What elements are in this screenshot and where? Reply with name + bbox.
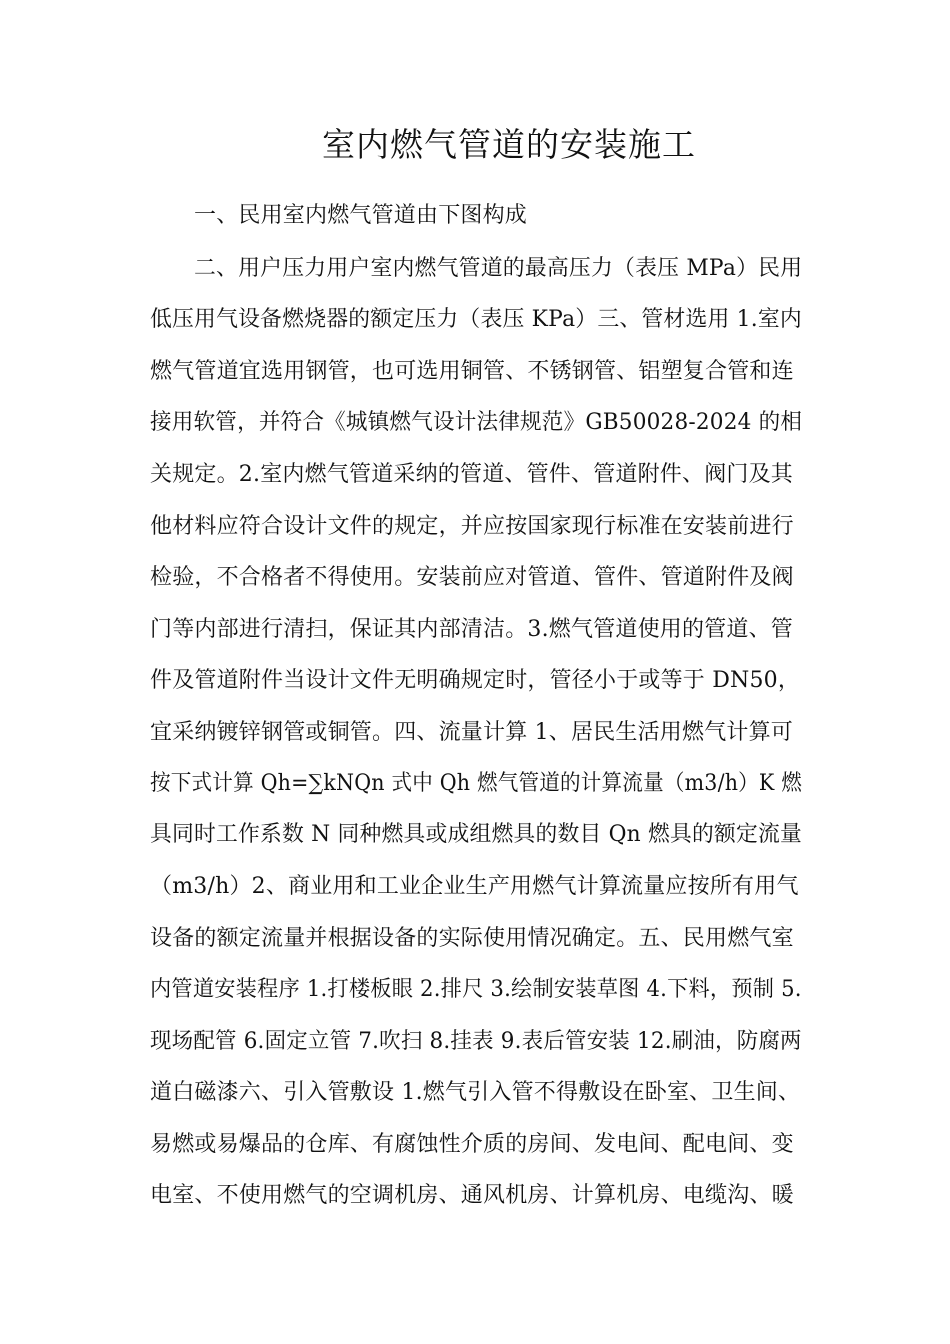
paragraph-line: 他材料应符合设计文件的规定，并应按国家现行标准在安装前进行	[150, 514, 794, 539]
paragraph-line: 低压用气设备燃烧器的额定压力（表压 KPa）三、管材选用 1.室内	[150, 307, 802, 332]
paragraph-line: 按下式计算 Qh=∑kNQn 式中 Qh 燃气管道的计算流量（m3/h）K 燃	[150, 771, 802, 796]
document-title: 室内燃气管道的安装施工	[322, 125, 696, 164]
paragraph-line: 燃气管道宜选用钢管，也可选用铜管、不锈钢管、铝塑复合管和连	[150, 359, 794, 384]
paragraph-line: 宜采纳镀锌钢管或铜管。四、流量计算 1、居民生活用燃气计算可	[150, 720, 793, 745]
paragraph-line: 易燃或易爆品的仓库、有腐蚀性介质的房间、发电间、配电间、变	[150, 1132, 794, 1157]
paragraph-line: 道白磁漆六、引入管敷设 1.燃气引入管不得敷设在卧室、卫生间、	[150, 1080, 801, 1105]
paragraph-line: 接用软管，并符合《城镇燃气设计法律规范》GB50028-2024 的相	[150, 410, 803, 435]
paragraph-line: 具同时工作系数 N 同种燃具或成组燃具的数目 Qn 燃具的额定流量	[150, 822, 803, 847]
paragraph-line: 一、民用室内燃气管道由下图构成	[194, 203, 528, 228]
paragraph-line: 件及管道附件当设计文件无明确规定时，管径小于或等于 DN50，	[150, 668, 801, 693]
paragraph-line: 检验，不合格者不得使用。安装前应对管道、管件、管道附件及阀	[150, 565, 794, 590]
paragraph-line: 关规定。2.室内燃气管道采纳的管道、管件、管道附件、阀门及其	[150, 462, 793, 487]
paragraph-line: （m3/h）2、商业用和工业企业生产用燃气计算流量应按所有用气	[150, 874, 799, 899]
paragraph-line: 二、用户压力用户室内燃气管道的最高压力（表压 MPa）民用	[194, 256, 803, 281]
paragraph-line: 现场配管 6.固定立管 7.吹扫 8.挂表 9.表后管安装 12.刷油，防腐两	[150, 1029, 802, 1054]
paragraph-line: 门等内部进行清扫，保证其内部清洁。3.燃气管道使用的管道、管	[150, 617, 793, 642]
paragraph-line: 内管道安装程序 1.打楼板眼 2.排尺 3.绘制安装草图 4.下料，预制 5.	[150, 977, 802, 1002]
paragraph-line: 电室、不使用燃气的空调机房、通风机房、计算机房、电缆沟、暖	[150, 1183, 794, 1208]
paragraph-line: 设备的额定流量并根据设备的实际使用情况确定。五、民用燃气室	[150, 926, 794, 951]
